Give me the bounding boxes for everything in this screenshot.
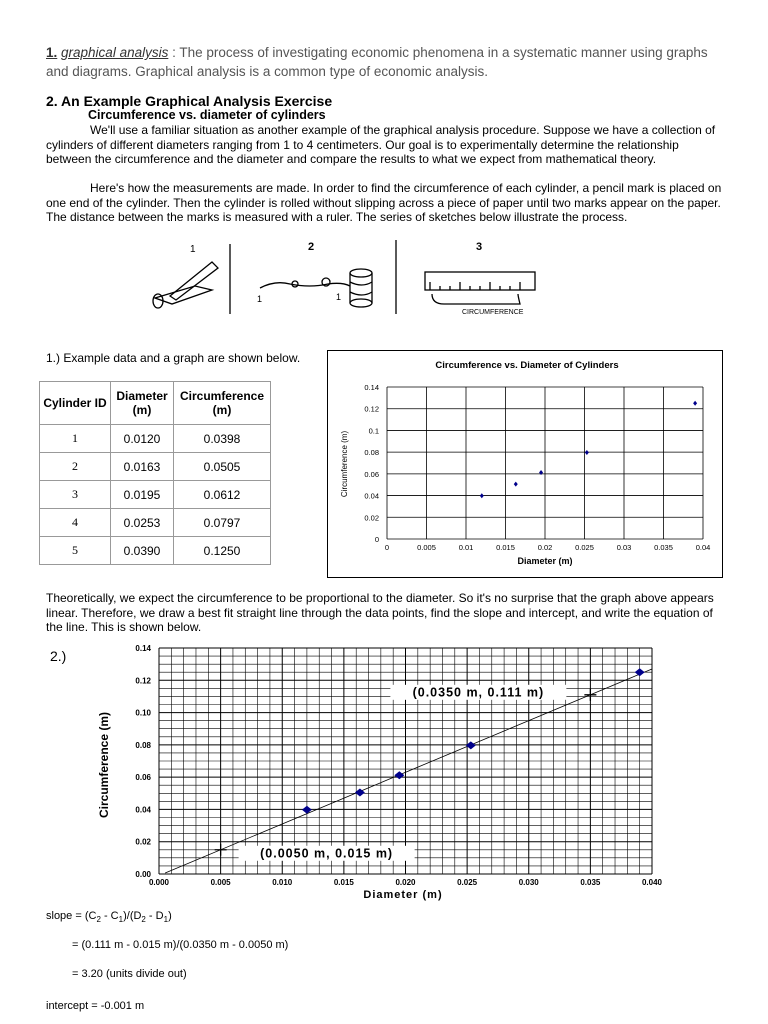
chart1-ytick: 0.1 [368, 426, 379, 436]
chart2-ytick: 0.12 [135, 676, 151, 686]
cylinder-end-sketch [153, 294, 163, 308]
chart2-xtick: 0.015 [333, 878, 354, 887]
chart2-grid [159, 648, 652, 874]
intro-separator: : [168, 45, 180, 60]
chart2-xtick: 0.010 [272, 878, 293, 887]
chart1-ytick: 0.08 [364, 448, 379, 458]
paragraph-2 [46, 181, 722, 225]
cell-diameter: 0.0163 [111, 453, 174, 481]
annotation-label: (0.0050 m, 0.015 m) [260, 846, 394, 861]
chart1-xtick: 0.025 [575, 543, 594, 552]
sketch-step-1: 1 [190, 244, 196, 255]
chart2-xtick: 0.000 [148, 878, 170, 887]
cell-id: 4 [40, 509, 111, 537]
col-header-diameter: Diameter (m) [111, 382, 174, 425]
chart2-xtick: 0.025 [457, 878, 478, 887]
chart1-ytick: 0.12 [364, 404, 379, 414]
chart2-ylabel: Circumference (m) [97, 711, 111, 819]
sub-d2: 2 [141, 915, 146, 925]
chart2-ytick: 0.04 [135, 805, 151, 815]
sub-c1: 1 [118, 915, 124, 925]
chart2-xtick: 0.040 [641, 878, 663, 887]
table-row [40, 425, 271, 453]
chart-best-fit [90, 640, 680, 902]
slope-mid1: - C [100, 910, 119, 922]
chart1-xtick: 0 [384, 543, 390, 552]
roll-path [260, 283, 350, 288]
table-row [40, 509, 271, 537]
cell-circumference: 0.0398 [174, 425, 271, 453]
annotation-cross [584, 689, 596, 701]
chart1-xtick: 0.015 [496, 543, 515, 552]
chart2-ytick: 0.14 [135, 644, 151, 653]
cell-id: 5 [40, 537, 111, 565]
chart1-ytick: 0.02 [364, 513, 379, 523]
formula-slope-values: = (0.111 m - 0.015 m)/(0.0350 m - 0.0050 m) [72, 939, 289, 951]
chart1-xtick: 0.005 [417, 543, 436, 552]
pencil-sketch [170, 262, 218, 300]
chart1-xtick: 0.03 [616, 543, 632, 552]
chart2-xlabel: Diameter (m) [363, 889, 443, 901]
col-header-id: Cylinder ID [40, 382, 111, 425]
cell-id: 1 [40, 425, 111, 453]
sketch-step-3: 3 [476, 241, 483, 253]
chart1-ytick: 0 [374, 535, 379, 544]
chart1-xtick: 0.035 [654, 543, 673, 552]
table-row [40, 537, 271, 565]
chart2-xtick: 0.035 [580, 878, 601, 887]
chart1-xlabel: Diameter (m) [517, 556, 573, 566]
annotation-cross [215, 844, 227, 856]
chart1-ytick: 0.06 [364, 469, 379, 479]
chart2-xtick: 0.020 [395, 878, 416, 887]
col-header-circumference: Circumference (m) [174, 382, 271, 425]
paragraph-1-text: We'll use a familiar situation as another example of the graphical analysis procedure. Suppose we have a collection of cylinders of different diameters ranging from 1 to 4 centimeters. Our goal is to experimentally determine the relationship between the circumference and the diameter and compare the results to what we expect from mathematical theory. [46, 123, 716, 166]
section-subheading: Circumference vs. diameter of cylinders [88, 108, 326, 122]
chart2-ytick: 0.00 [135, 870, 151, 879]
chart1-xtick: 0.01 [458, 543, 474, 552]
chart1-title: Circumference vs. Diameter of Cylinders [435, 360, 619, 371]
chart2-ytick: 0.02 [135, 837, 151, 847]
cell-diameter: 0.0390 [111, 537, 174, 565]
chart1-xtick: 0.04 [695, 543, 711, 552]
intro-term-link[interactable]: graphical analysis [61, 45, 169, 60]
example-1-label: 1.) Example data and a graph are shown below. [46, 351, 301, 365]
cell-id: 3 [40, 481, 111, 509]
cell-diameter: 0.0195 [111, 481, 174, 509]
cell-diameter: 0.0253 [111, 509, 174, 537]
intro-number: 1. [46, 45, 58, 60]
cell-id: 2 [40, 453, 111, 481]
chart2-point [394, 771, 404, 779]
chart2-xtick: 0.030 [518, 878, 539, 887]
formula-slope [46, 910, 172, 924]
cell-circumference: 0.0505 [174, 453, 271, 481]
chart1-ylabel: Circumference (m) [340, 430, 349, 498]
example-2-label: 2.) [50, 648, 67, 664]
chart1-ytick: 0.04 [364, 491, 379, 501]
cell-circumference: 0.1250 [174, 537, 271, 565]
cell-circumference: 0.0797 [174, 509, 271, 537]
chart-circumference-vs-diameter [327, 350, 723, 578]
sketch-mark-b: 1 [336, 292, 342, 302]
cell-circumference: 0.0612 [174, 481, 271, 509]
intro-definition [46, 43, 726, 81]
table-row [40, 453, 271, 481]
data-table [39, 381, 271, 565]
sub-c2: 2 [96, 915, 101, 925]
chart2-ytick: 0.08 [135, 740, 151, 750]
sub-d1: 1 [163, 915, 169, 925]
section-heading: 2. An Example Graphical Analysis Exercise [46, 93, 333, 109]
sketch-step-2: 2 [308, 241, 315, 253]
chart2-xtick: 0.005 [210, 878, 231, 887]
slope-mid2: )/(D [123, 910, 142, 922]
slope-prefix: slope = (C [46, 910, 97, 922]
slope-end: ) [168, 910, 172, 922]
formula-intercept: intercept = -0.001 m [46, 1000, 145, 1012]
formula-slope-result: = 3.20 (units divide out) [72, 968, 187, 980]
chart1-xtick: 0.02 [537, 543, 553, 552]
chart1-ytick: 0.14 [364, 383, 379, 392]
paragraph-1 [46, 123, 722, 167]
ruler-brace [432, 294, 520, 304]
sketch-ruler-label: CIRCUMFERENCE [462, 309, 524, 316]
chart2-ytick: 0.10 [135, 708, 151, 718]
intro-definition-text: The process of investigating economic phenomena in a systematic manner using graphs and diagrams. Graphical analysis is a common type of economic analysis. [46, 45, 708, 79]
cell-diameter: 0.0120 [111, 425, 174, 453]
slope-mid3: - D [145, 910, 164, 922]
sketch-mark-a: 1 [257, 294, 263, 304]
chart2-point [635, 668, 645, 676]
chart2-ytick: 0.06 [135, 773, 151, 783]
paragraph-2-text: Here's how the measurements are made. In order to find the circumference of each cylinder, a pencil mark is placed on one end of the cylinder. Then the cylinder is rolled without slipping across a piece of paper until two marks appear on the paper. The distance between the marks is measured with a ruler. The series of sketches below illustrate the process. [46, 181, 722, 224]
paragraph-3: Theoretically, we expect the circumference to be proportional to the diameter. So it's no surprise that the graph above appears linear. Therefore, we draw a best fit straight line through the data points, find the slope and intercept, and write the equation of the line. This is shown below. [46, 591, 714, 634]
process-sketch [150, 238, 570, 323]
annotation-label: (0.0350 m, 0.111 m) [412, 685, 545, 700]
table-header-row [40, 382, 271, 425]
table-row [40, 481, 271, 509]
